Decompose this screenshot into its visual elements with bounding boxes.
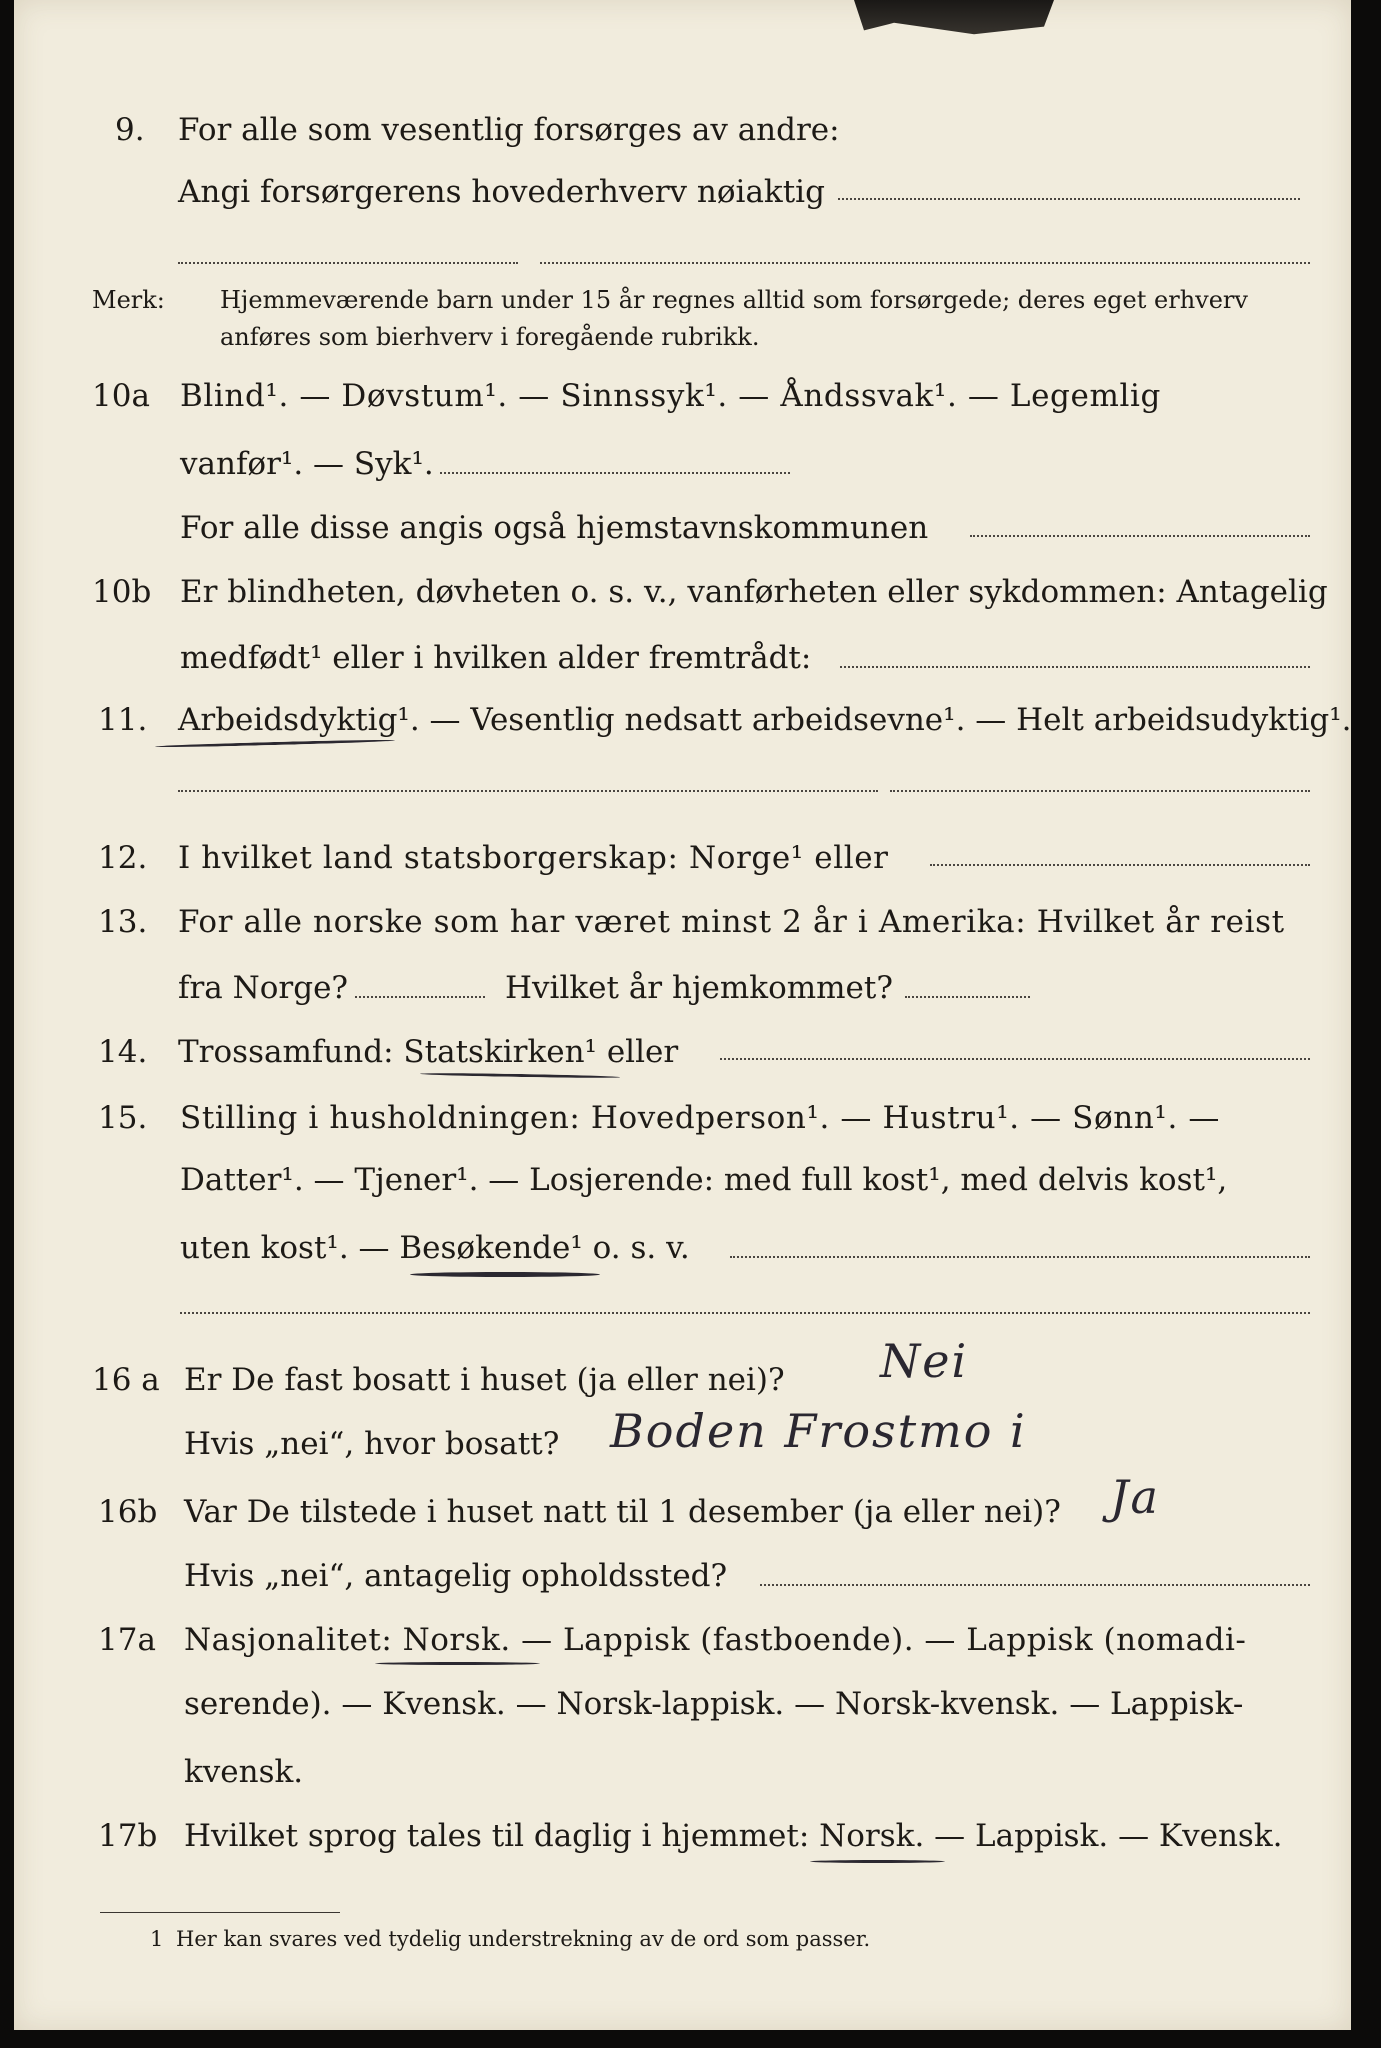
item-16b-number: 16b [98,1494,158,1530]
item-9-question: For alle som vesentlig forsørges av andre: [178,112,840,148]
item-12-line-1: I hvilket land statsborgerskap: Norge¹ eller [178,840,889,876]
item-14-answer-line[interactable] [720,1058,1310,1060]
item-17a-number: 17a [98,1622,156,1658]
item-17b-line-1: Hvilket sprog tales til daglig i hjemmet: Norsk. — Lappisk. — Kvensk. [184,1818,1283,1854]
item-10b-line-1: Er blindheten, døvheten o. s. v., vanførheten eller sykdommen: Antagelig [180,574,1328,610]
item-17a-underline-mark [375,1662,540,1665]
item-12-answer-line[interactable] [930,864,1310,866]
note-text-1: Hjemmeværende barn under 15 år regnes alltid som forsørgede; deres eget erhverv [220,286,1248,314]
item-13-number: 13. [98,904,148,940]
item-10b-number: 10b [92,574,152,610]
item-16b-line-1: Var De tilstede i huset natt til 1 desember (ja eller nei)? [184,1494,1061,1530]
item-16a-line-2: Hvis „nei“, hvor bosatt? [184,1426,560,1462]
item-16a-number: 16 a [92,1362,160,1398]
item-14-line-1: Trossamfund: Statskirken¹ eller [178,1034,679,1070]
item-16b-line-2: Hvis „nei“, antagelig opholdssted? [184,1558,728,1594]
item-15-line-3: uten kost¹. — Besøkende¹ o. s. v. [180,1230,690,1266]
item-11-line-1: Arbeidsdyktig¹. — Vesentlig nedsatt arbeidsevne¹. — Helt arbeidsudyktig¹. [178,702,1352,738]
item-14-number: 14. [98,1034,148,1070]
item-13-year-left-line[interactable] [355,996,485,998]
item-10b-line-2: medfødt¹ eller i hvilken alder fremtrådt: [180,640,812,676]
item-10a-line-1: Blind¹. — Døvstum¹. — Sinnssyk¹. — Åndssvak¹. — Legemlig [180,378,1161,414]
item-16a-handwritten-answer[interactable]: Nei [880,1334,969,1388]
torn-edge [854,0,1054,38]
item-10a-line-3: For alle disse angis også hjemstavnskommunen [180,510,929,546]
item-10a-line-2: vanfør¹. — Syk¹. [180,446,434,482]
item-15-answer-line-2[interactable] [180,1312,1310,1314]
item-9-answer-line-2a[interactable] [178,262,518,264]
item-13-year-returned-line[interactable] [905,996,1030,998]
footnote-marker: 1 [150,1927,164,1951]
item-10a-answer-line[interactable] [440,472,790,474]
note-text-2: anføres som bierhverv i foregående rubrikk. [220,323,760,351]
item-12-number: 12. [98,840,148,876]
footnote-rule [100,1912,340,1913]
item-17a-line-2: serende). — Kvensk. — Norsk-lappisk. — Norsk-kvensk. — Lappisk- [184,1686,1244,1722]
item-17b-number: 17b [98,1818,158,1854]
item-16a-handwritten-residence[interactable]: Boden Frostmo i [610,1404,1027,1458]
item-17a-line-1: Nasjonalitet: Norsk. — Lappisk (fastboende). — Lappisk (nomadi- [184,1622,1247,1658]
note-label: Merk: [92,286,165,314]
item-15-number: 15. [98,1100,148,1136]
item-9-prompt: Angi forsørgerens hovederhverv nøiaktig [178,174,825,210]
item-16b-handwritten-answer[interactable]: Ja [1110,1470,1160,1524]
item-9-answer-line[interactable] [838,198,1300,200]
item-10a-municipality-line[interactable] [970,535,1310,537]
item-15-line-2: Datter¹. — Tjener¹. — Losjerende: med full kost¹, med delvis kost¹, [180,1162,1228,1198]
item-15-line-1: Stilling i husholdningen: Hovedperson¹. — Hustru¹. — Sønn¹. — [180,1100,1220,1136]
footnote-text: Her kan svares ved tydelig understrekning av de ord som passer. [176,1927,871,1951]
item-17a-line-3: kvensk. [184,1754,304,1790]
item-11-answer-line-a[interactable] [178,790,878,792]
item-9-answer-line-2b[interactable] [540,262,1310,264]
item-15-underline-mark [410,1272,600,1277]
item-10b-answer-line[interactable] [840,666,1310,668]
item-13-line-2b: Hvilket år hjemkommet? [505,970,893,1006]
item-11-number: 11. [98,702,148,738]
item-11-answer-line-b[interactable] [890,790,1310,792]
item-16b-answer-line[interactable] [760,1584,1310,1586]
item-17b-underline-mark [810,1860,945,1863]
item-9-number: 9. [115,112,145,148]
item-13-line-1: For alle norske som har været minst 2 år i Amerika: Hvilket år reist [178,904,1285,940]
item-13-line-2a: fra Norge? [178,970,349,1006]
item-10a-number: 10a [92,378,150,414]
item-16a-line-1: Er De fast bosatt i huset (ja eller nei)? [184,1362,785,1398]
item-15-answer-line[interactable] [730,1256,1310,1258]
